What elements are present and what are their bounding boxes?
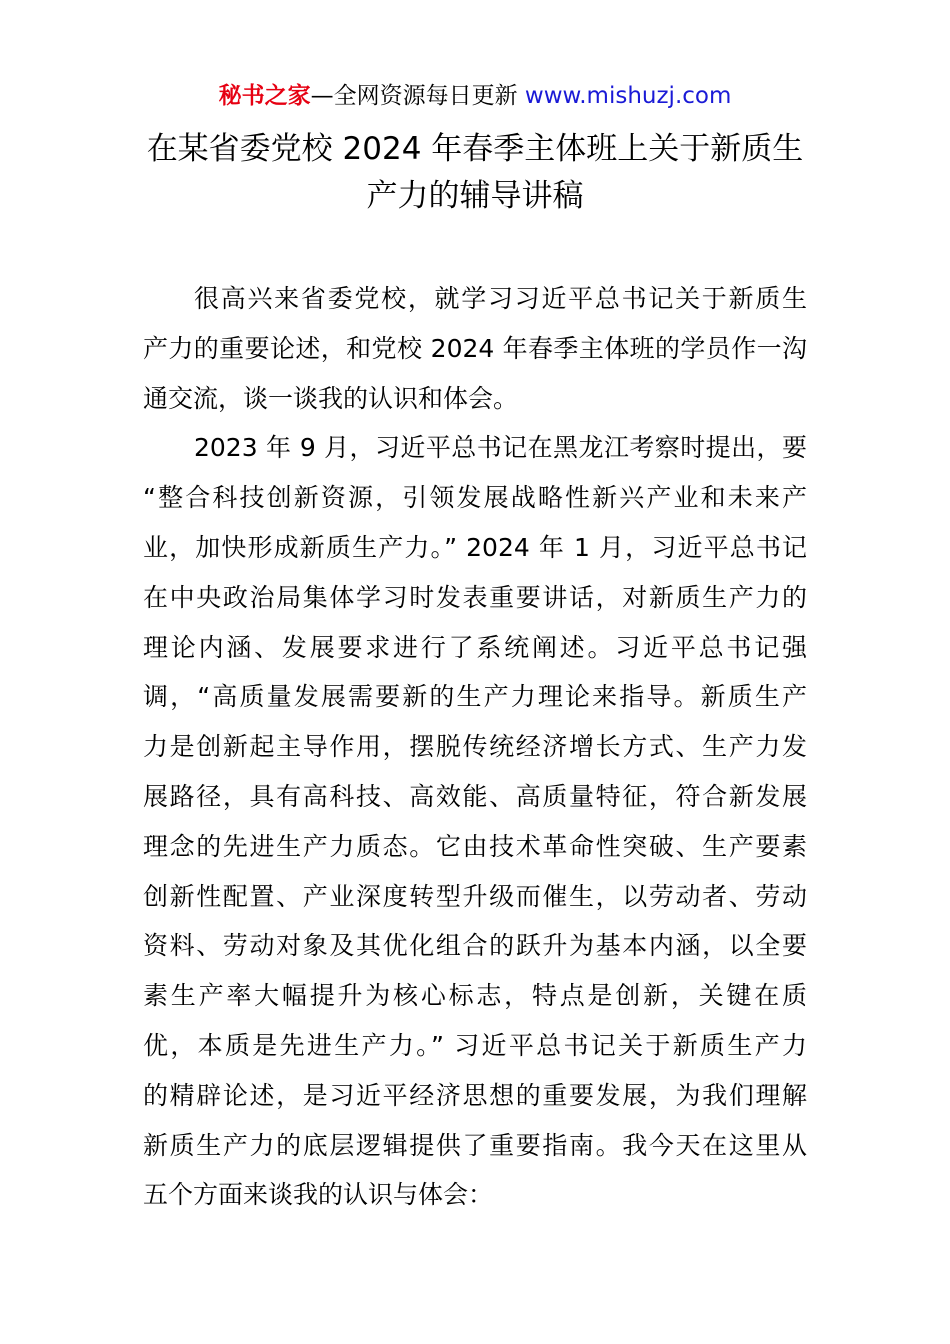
text-line: 业，加快形成新质生产力。” 2024 年 1 月，习近平总书记 xyxy=(143,532,807,562)
text-line: 调，“高质量发展需要新的生产力理论来指导。新质生产 xyxy=(143,682,807,712)
text-line: 优，本质是先进生产力。” 习近平总书记关于新质生产力 xyxy=(143,1030,807,1060)
text-line: 力是创新起主导作用，摆脱传统经济增长方式、生产力发 xyxy=(143,732,807,762)
text-line: 产力的重要论述，和党校 2024 年春季主体班的学员作一沟 xyxy=(143,333,807,363)
text-line: 资料、劳动对象及其优化组合的跃升为基本内涵，以全要 xyxy=(143,931,807,961)
paragraph-intro xyxy=(143,274,807,423)
text-line: 很高兴来省委党校，就学习习近平总书记关于新质生 xyxy=(194,284,807,313)
watermark-brand: 秘书之家 xyxy=(218,83,311,109)
text-line: 新质生产力的底层逻辑提供了重要指南。我今天在这里从 xyxy=(143,1130,807,1160)
text-line: 五个方面来谈我的认识与体会： xyxy=(143,1180,494,1210)
document-title xyxy=(120,126,830,220)
text-line: 通交流，谈一谈我的认识和体会。 xyxy=(143,383,519,413)
document-body xyxy=(143,274,807,1220)
site-watermark-header xyxy=(0,80,950,112)
watermark-url: www.mishuzj.com xyxy=(524,83,732,109)
text-line: 理念的先进生产力质态。它由技术革命性突破、生产要素 xyxy=(143,831,807,861)
text-line: 理论内涵、发展要求进行了系统阐述。习近平总书记强 xyxy=(143,632,807,662)
text-line: 在中央政治局集体学习时发表重要讲话，对新质生产力的 xyxy=(143,582,807,612)
paragraph-background xyxy=(143,423,807,1220)
text-line: 的精辟论述，是习近平经济思想的重要发展，为我们理解 xyxy=(143,1080,807,1110)
text-line: 2023 年 9 月，习近平总书记在黑龙江考察时提出，要 xyxy=(194,433,807,463)
text-line: “整合科技创新资源，引领发展战略性新兴产业和未来产 xyxy=(143,483,807,513)
watermark-tagline: —全网资源每日更新 xyxy=(310,83,518,109)
text-line: 素生产率大幅提升为核心标志，特点是创新，关键在质 xyxy=(143,981,807,1011)
title-line-2: 产力的辅导讲稿 xyxy=(366,178,584,214)
text-line: 展路径，具有高科技、高效能、高质量特征，符合新发展 xyxy=(143,781,807,811)
title-line-1: 在某省委党校 2024 年春季主体班上关于新质生 xyxy=(146,131,804,167)
text-line: 创新性配置、产业深度转型升级而催生，以劳动者、劳动 xyxy=(143,881,807,911)
